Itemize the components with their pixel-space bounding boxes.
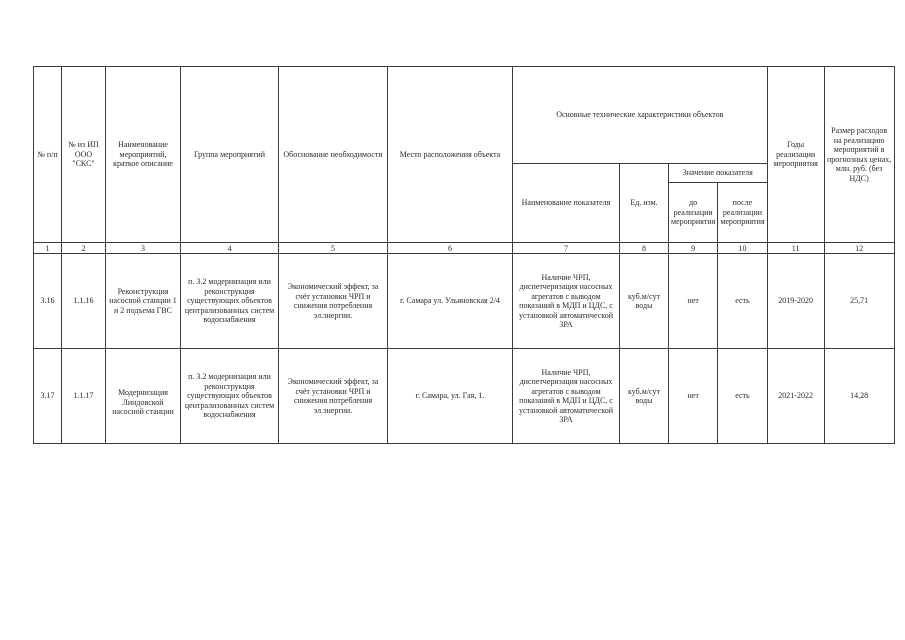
- header-col-1: № п/п: [34, 67, 62, 243]
- header-col-4: Группа мероприятий: [181, 67, 279, 243]
- location: г. Самара, ул. Гая, 1.: [388, 349, 513, 444]
- measure-name: Модернизация Линдовской насосной станции: [106, 349, 181, 444]
- justification: Экономический эффект, за счёт установки ЧРП и снижения потребления эл.энергии.: [279, 349, 388, 444]
- header-col-2: № из ИП ООО "СКС": [62, 67, 106, 243]
- measure-group: [181, 254, 279, 349]
- unit: куб.м/сут воды: [620, 254, 669, 349]
- column-number: 4: [181, 243, 279, 254]
- ip-number: 1.1.16: [62, 254, 106, 349]
- implementation-years: 2021-2022: [767, 349, 824, 444]
- justification: Экономический эффект, за счёт установки ЧРП и снижения потребления эл.энергии.: [279, 254, 388, 349]
- cost: 25,71: [824, 254, 894, 349]
- header-col-8: Ед. изм.: [620, 164, 669, 243]
- header-tech-group: Основные технические характеристики объектов: [513, 67, 768, 164]
- value-after: есть: [718, 254, 767, 349]
- cost: 14,28: [824, 349, 894, 444]
- table-row: [34, 254, 895, 349]
- table-row: [34, 349, 895, 444]
- value-before: нет: [669, 349, 718, 444]
- header-col-6: Место расположения объекта: [388, 67, 513, 243]
- column-number-row: [34, 243, 895, 254]
- column-number: 8: [620, 243, 669, 254]
- investment-program-table: [33, 66, 895, 444]
- implementation-years: 2019-2020: [767, 254, 824, 349]
- column-number: 6: [388, 243, 513, 254]
- column-number: 1: [34, 243, 62, 254]
- column-number: 3: [106, 243, 181, 254]
- column-number: 5: [279, 243, 388, 254]
- header-col-5: Обоснование необходимости: [279, 67, 388, 243]
- unit: куб.м/сут воды: [620, 349, 669, 444]
- column-number: 10: [718, 243, 767, 254]
- header-col-12: Размер расходов на реализацию мероприятий в прогнозных ценах, млн. руб. (без НДС): [824, 67, 894, 243]
- indicator-name: Наличие ЧРП, диспетчеризация насосных агрегатов с выводом показаний в МДП и ЦДС, с установкой автоматической ЗРА: [513, 349, 620, 444]
- header-col-10: после реализации мероприятия: [718, 183, 767, 243]
- column-number: 2: [62, 243, 106, 254]
- measure-name: Реконструкция насосной станции 1 и 2 подъема ГВС: [106, 254, 181, 349]
- column-number: 7: [513, 243, 620, 254]
- location: г. Самара ул. Ульяновская 2/4: [388, 254, 513, 349]
- indicator-name: Наличие ЧРП, диспетчеризация насосных агрегатов с выводом показаний в МДП и ЦДС, с установкой автоматической ЗРА: [513, 254, 620, 349]
- header-values-group: Значение показателя: [669, 164, 768, 183]
- measure-group-text: п. 3.2 модернизация или реконструкция существующих объектов централизованных систем водоснабжения: [184, 372, 275, 420]
- header-col-3: Наименование мероприятий, краткое описание: [106, 67, 181, 243]
- column-number: 11: [767, 243, 824, 254]
- header-col-9: до реализации мероприятия: [669, 183, 718, 243]
- measure-group: [181, 349, 279, 444]
- measure-group-text: п. 3.2 модернизация или реконструкция существующих объектов централизованных систем водоснабжения: [184, 277, 275, 325]
- column-number: 9: [669, 243, 718, 254]
- row-number: 3.16: [34, 254, 62, 349]
- column-number: 12: [824, 243, 894, 254]
- value-before: нет: [669, 254, 718, 349]
- header-col-11: Годы реализации мероприятия: [767, 67, 824, 243]
- header-col-7: Наименование показателя: [513, 164, 620, 243]
- ip-number: 1.1.17: [62, 349, 106, 444]
- value-after: есть: [718, 349, 767, 444]
- row-number: 3.17: [34, 349, 62, 444]
